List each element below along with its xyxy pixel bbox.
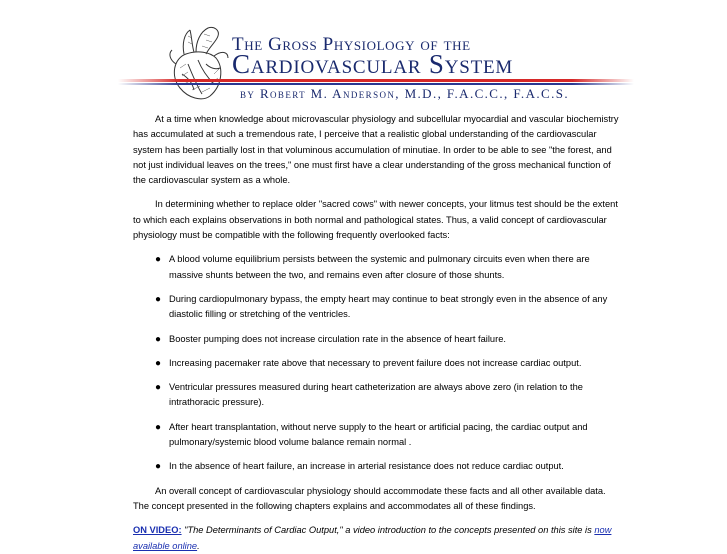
bullet-icon: ● [155,461,162,473]
fact-text: Booster pumping does not increase circulation rate in the absence of heart failure. [169,333,506,344]
header-rule-red [118,79,634,82]
video-notice [133,523,623,554]
fact-text: During cardiopulmonary bypass, the empty heart may continue to beat strongly even in the absence of any diastolic filling or stretching of the ventricles. [169,293,608,320]
bullet-icon: ● [155,382,162,394]
closing-paragraph: An overall concept of cardiovascular physiology should accommodate these facts and all other available data. The concept presented in the following chapters explains and accommodates all of these findings. [133,485,606,511]
list-item [155,356,623,371]
list-item [155,380,623,411]
author-byline: by Robert M. Anderson, M.D., F.A.C.C., F.A.C.S. [240,86,570,101]
litmus-paragraph: In determining whether to replace older "sacred cows" with newer concepts, your litmus test should be the extent to which each explains observations in both normal and pathological states. Thus, a valid concept of cardiovascular physiology must be compatible with the following frequently overlooked facts: [133,199,618,241]
page-header [0,0,727,115]
bullet-icon: ● [155,421,162,433]
bullet-icon: ● [155,357,162,369]
facts-list [133,252,623,474]
main-content [133,112,623,554]
list-item [155,292,623,323]
fact-text: A blood volume equilibrium persists between the systemic and pulmonary circuits even when there are massive shunts between the two, and remains even after closure of those shunts. [169,254,590,280]
bullet-icon: ● [155,254,162,266]
fact-text: Ventricular pressures measured during heart catheterization are always above zero (in relation to the intrathoracic pressure). [169,382,583,408]
intro-paragraph: At a time when knowledge about microvascular physiology and subcellular myocardial and vascular biochemistry has accumulated at such a tremendous rate, I perceive that a realistic global understanding of the cardiovascular system has been partially lost in that voluminous accumulation of minutiae. In order to be able to see "the forest, and not just individual leaves on the trees," one must first have a clear understanding of the gross mechanical function of the cardiovascular system as a whole. [133,114,619,186]
fact-text: Increasing pacemaker rate above that necessary to prevent failure does not increase cardiac output. [169,357,582,368]
site-title-line1: The Gross Physiology of the [232,34,471,55]
anatomical-heart-icon [162,24,234,104]
video-description: "The Determinants of Cardiac Output," a video introduction to the concepts presented on this site is [181,525,595,536]
site-title-line2: Cardiovascular System [232,49,514,79]
list-item [155,420,623,451]
fact-text: In the absence of heart failure, an increase in arterial resistance does not reduce cardiac output. [169,461,564,472]
list-item [155,252,623,283]
bullet-icon: ● [155,333,162,345]
bullet-icon: ● [155,293,162,305]
list-item [155,332,623,347]
video-online-link[interactable]: now available online [133,525,612,551]
video-end-punctuation: . [197,540,200,551]
header-rule-blue [118,83,634,85]
video-label-link[interactable]: ON VIDEO: [133,525,182,536]
list-item [155,459,623,474]
fact-text: After heart transplantation, without nerve supply to the heart or artificial pacing, the cardiac output and pulmonary/systemic blood volume balance remain normal . [169,421,588,448]
